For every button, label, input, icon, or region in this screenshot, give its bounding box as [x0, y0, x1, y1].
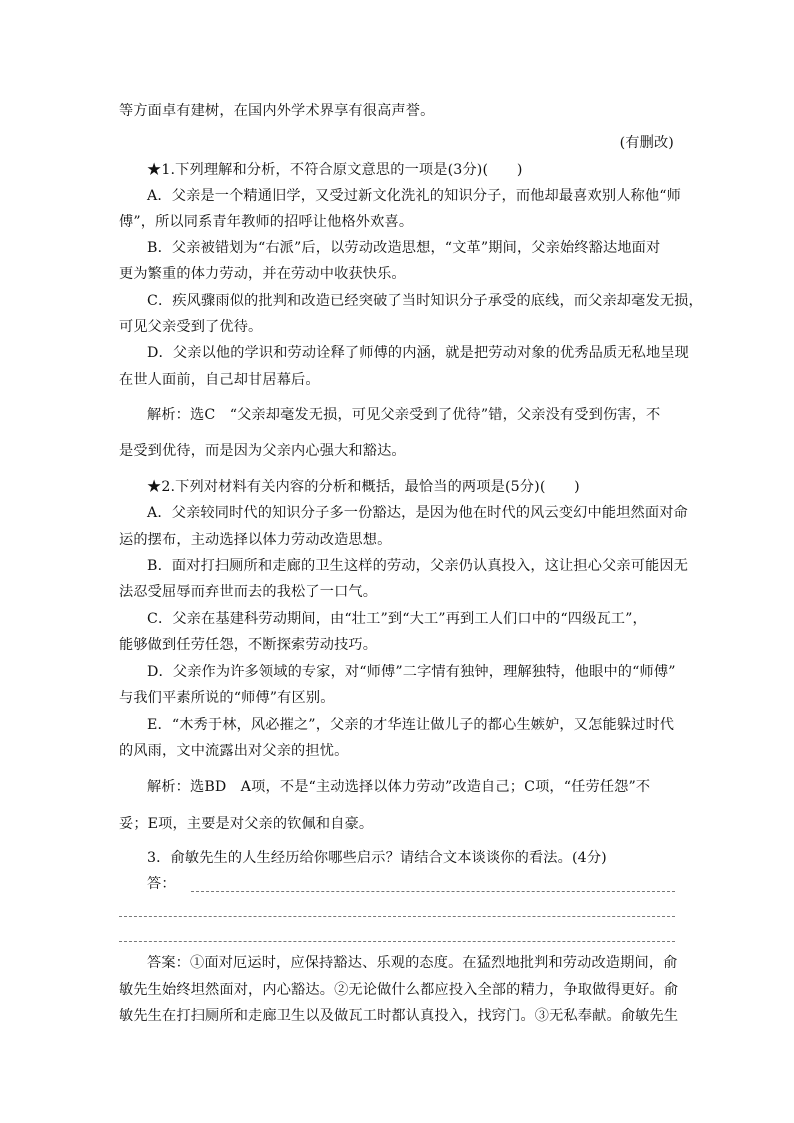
q3-stem: 3．俞敏先生的人生经历给你哪些启示？请结合文本谈谈你的看法。(4分) [147, 850, 607, 866]
q2-stem: ★2.下列对材料有关内容的分析和概括，最恰当的两项是(5分)( ) [147, 479, 580, 495]
q2-option-b-cont: 法忍受屈辱而弃世而去的我松了一口气。 [119, 584, 378, 600]
q1-analysis-cont: 是受到优待，而是因为父亲内心强大和豁达。 [119, 443, 406, 459]
q2-option-a-cont: 运的摆布，主动选择以体力劳动改造思想。 [119, 532, 392, 548]
q2-option-e-cont: 的风雨，文中流露出对父亲的担忧。 [119, 743, 349, 759]
answer-line-2 [119, 916, 675, 917]
q1-option-b-cont: 更为繁重的体力劳动，并在劳动中收获快乐。 [119, 266, 406, 282]
source-note: (有删改) [619, 135, 674, 151]
q1-option-a-cont: 傅”，所以同系青年教师的招呼让他格外欢喜。 [119, 214, 414, 230]
q1-analysis: 解析：选C “父亲却毫发无损，可见父亲受到了优待”错，父亲没有受到伤害，不 [147, 407, 661, 423]
q1-option-d-cont: 在世人面前，自己却甘居幕后。 [119, 372, 320, 388]
q2-option-d-cont: 与我们平素所说的“师傅”有区别。 [119, 690, 335, 706]
q2-option-c: C．父亲在基建科劳动期间，由“壮工”到“大工”再到工人们口中的“四级瓦工”， [147, 611, 647, 627]
q1-option-c: C．疾风骤雨似的批判和改造已经突破了当时知识分子承受的底线，而父亲却毫发无损， [147, 293, 703, 309]
q3-answer-cont-1: 敏先生始终坦然面对，内心豁达。②无论做什么都应投入全部的精力，争取做得更好。俞 [119, 982, 679, 998]
q2-option-e: E．“木秀于林，风必摧之”，父亲的才华连让做儿子的都心生嫉妒，又怎能躲过时代 [147, 717, 675, 733]
q3-answer-cont-2: 敏先生在打扫厕所和走廊卫生以及做瓦工时都认真投入，找窍门。③无私奉献。俞敏先生 [119, 1008, 679, 1024]
q2-analysis-cont: 妥；E项，主要是对父亲的钦佩和自豪。 [119, 816, 374, 832]
q3-answer: 答案：①面对厄运时，应保持豁达、乐观的态度。在猛烈地批判和劳动改造期间，俞 [147, 955, 678, 971]
intro-line: 等方面卓有建树，在国内外学术界享有很高声誉。 [119, 103, 435, 119]
q2-analysis: 解析：选BD A项，不是“主动选择以体力劳动”改造自己；C项，“任劳任怨”不 [147, 779, 651, 795]
q1-option-d: D．父亲以他的学识和劳动诠释了师傅的内涵，就是把劳动对象的优秀品质无私地呈现 [147, 345, 690, 361]
q1-stem: ★1.下列理解和分析，不符合原文意思的一项是(3分)( ) [147, 162, 523, 178]
answer-line-3 [119, 941, 675, 942]
q1-option-c-cont: 可见父亲受到了优待。 [119, 319, 263, 335]
q2-option-a: A．父亲较同时代的知识分子多一份豁达，是因为他在时代的风云变幻中能坦然面对命 [147, 505, 688, 521]
q2-option-c-cont: 能够做到任劳任怨，不断探索劳动技巧。 [119, 637, 378, 653]
answer-line-1 [191, 891, 675, 892]
q1-option-a: A．父亲是一个精通旧学，又受过新文化洗礼的知识分子，而他却最喜欢别人称他“师 [147, 188, 681, 204]
q3-answer-label: 答： [147, 876, 176, 892]
q2-option-d: D．父亲作为许多领域的专家，对“师傅”二字情有独钟，理解独特，他眼中的“师傅” [147, 664, 676, 680]
q1-option-b: B．父亲被错划为“右派”后，以劳动改造思想，“文革”期间，父亲始终豁达地面对 [147, 240, 661, 256]
q2-option-b: B．面对打扫厕所和走廊的卫生这样的劳动，父亲仍认真投入，这让担心父亲可能因无 [147, 558, 689, 574]
